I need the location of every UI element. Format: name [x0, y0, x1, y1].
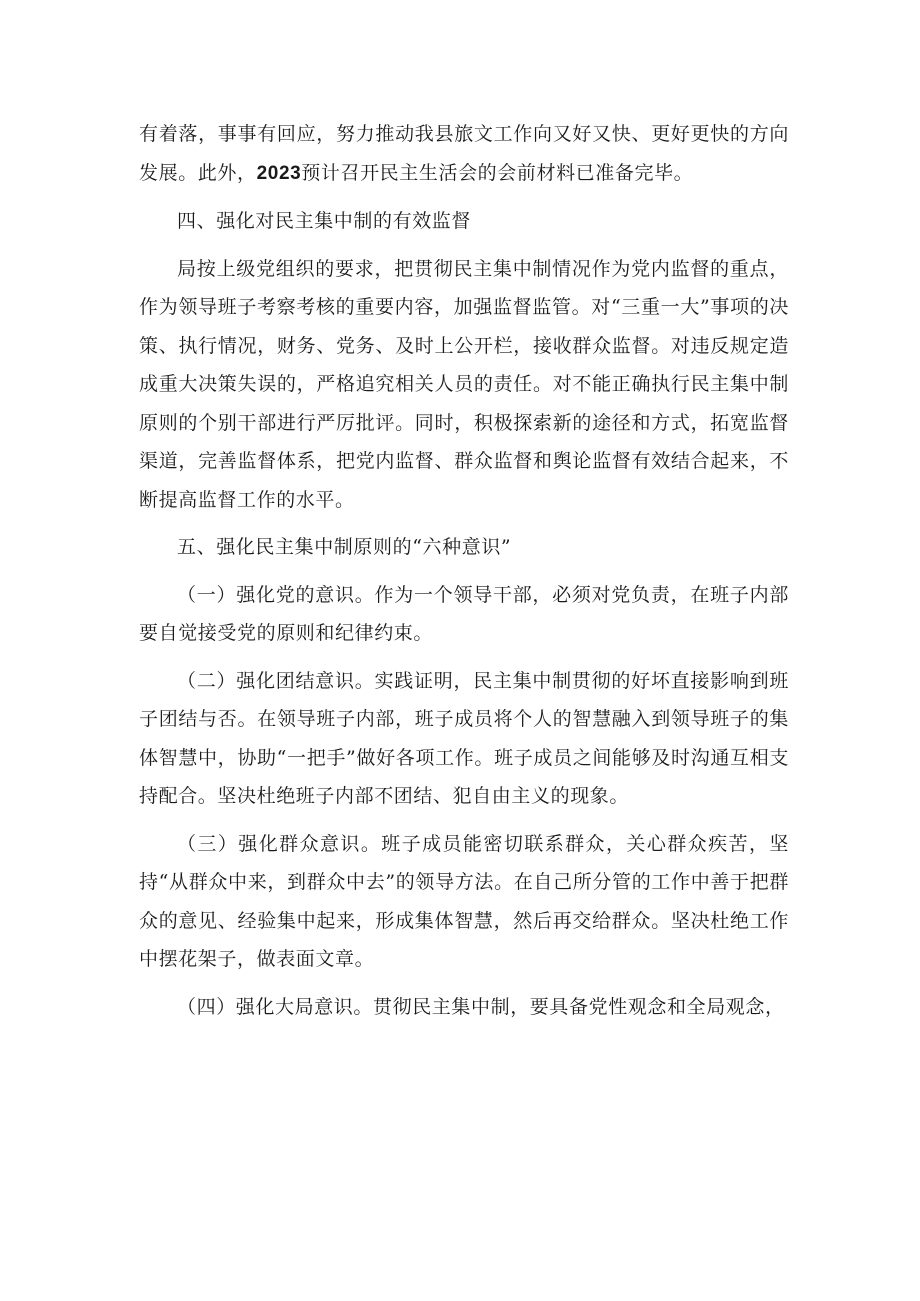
paragraph-continuation [139, 115, 789, 193]
paragraph-supervision: 局按上级党组织的要求，把贯彻民主集中制情况作为党内监督的重点，作为领导班子考察考核的重要内容，加强监督监管。对“三重一大”事项的决策、执行情况，财务、党务、及时上公开栏，接收群众监督。对违反规定造成重大决策失误的，严格追究相关人员的责任。对不能正确执行民主集中制原则的个别干部进行严厉批评。同时，积极探索新的途径和方式，拓宽监督渠道，完善监督体系，把党内监督、群众监督和舆论监督有效结合起来，不断提高监督工作的水平。 [139, 257, 789, 511]
paragraph-party-awareness: （一）强化党的意识。作为一个领导干部，必须对党负责，在班子内部要自觉接受党的原则和纪律约束。 [139, 583, 789, 644]
paragraph-text: 有着落，事事有回应，努力推动我县旅文工作向又好又快、更好更快的方向发展。此外， [139, 123, 789, 184]
paragraph-text-tail: 预计召开民主生活会的会前材料已准备完毕。 [301, 161, 694, 184]
document-body [139, 115, 789, 1035]
paragraph-unity-awareness: （二）强化团结意识。实践证明，民主集中制贯彻的好坏直接影响到班子团结与否。在领导班子内部，班子成员将个人的智慧融入到领导班子的集体智慧中，协助“一把手”做好各项工作。班子成员之间能够及时沟通互相支持配合。坚决杜绝班子内部不团结、犯自由主义的现象。 [139, 669, 789, 807]
section-heading-5: 五、强化民主集中制原则的“六种意识” [177, 536, 512, 558]
year-text: 2023 [256, 162, 302, 184]
paragraph-overall-awareness: （四）强化大局意识。贯彻民主集中制，要具备党性观念和全局观念， [177, 995, 785, 1018]
paragraph-mass-awareness: （三）强化群众意识。班子成员能密切联系群众，关心群众疾苦，坚持“从群众中来，到群众中去”的领导方法。在自己所分管的工作中善于把群众的意见、经验集中起来，形成集体智慧，然后再交给群众。坚决杜绝工作中摆花架子，做表面文章。 [139, 832, 789, 970]
section-heading-4: 四、强化对民主集中制的有效监督 [177, 210, 472, 232]
